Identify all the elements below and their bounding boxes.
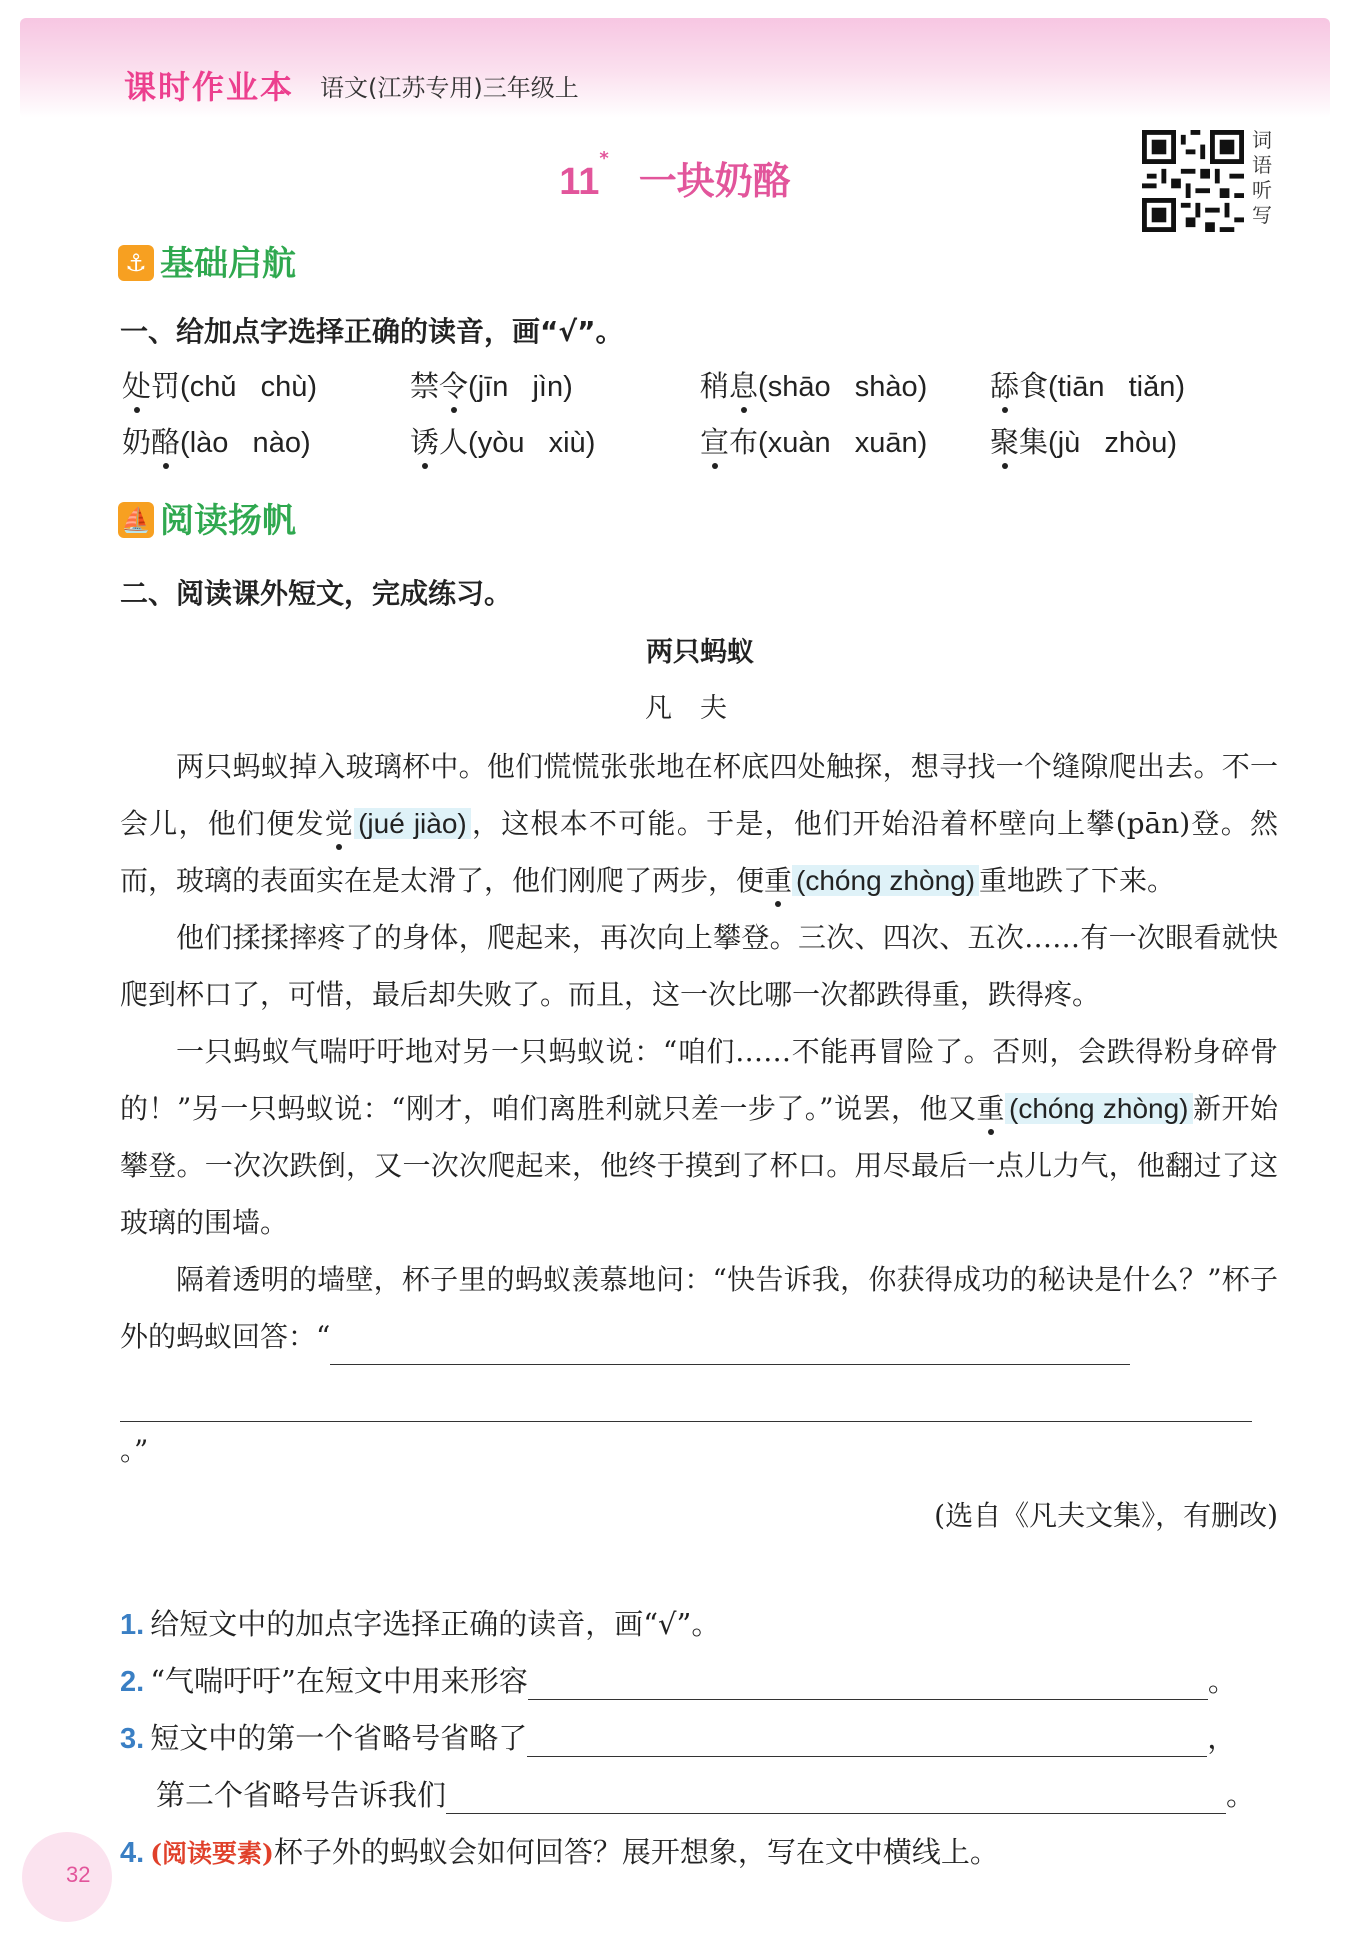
dotted-char: 聚	[990, 425, 1020, 459]
pinyin-options: (yòu xiù)	[468, 427, 596, 459]
passage-title: 两只蚂蚁	[646, 637, 754, 668]
answer-blank[interactable]	[446, 1777, 1226, 1814]
lesson-mark: *	[599, 148, 609, 169]
question-2: 2. “气喘吁吁”在短文中用来形容 。	[120, 1664, 1237, 1698]
dotted-char: 宣	[700, 425, 730, 459]
lesson-name: 一块奶酪	[638, 159, 791, 203]
q1-heading: 一、给加点字选择正确的读音，画“√”。	[120, 315, 624, 348]
answer-blank[interactable]	[527, 1720, 1207, 1757]
pinyin-choice[interactable]: (chóng zhòng)	[792, 865, 979, 896]
pinyin-item[interactable]: 宣布(xuàn xuān)	[700, 425, 928, 459]
subject-label: 语文(江苏专用)三年级上	[320, 74, 579, 102]
answer-blank[interactable]	[120, 1381, 1252, 1422]
pinyin-options: (shāo shào)	[758, 371, 928, 403]
section-basic-title: 基础启航	[160, 244, 296, 284]
qr-code-icon[interactable]	[1142, 130, 1244, 232]
pinyin-options: (chǔ chù)	[180, 371, 318, 403]
question-4: 4. (阅读要素)杯子外的蚂蚁会如何回答？展开想象，写在文中横线上。	[120, 1835, 999, 1869]
paragraph-3: 一只蚂蚁气喘吁吁地对另一只蚂蚁说：“咱们……不能再冒险了。否则，会跌得粉身碎骨的！”另一只蚂蚁说：“刚才，咱们离胜利就只差一步了。”说罢，他又重 (chóng zhòng) 新开始攀登。一次次跌倒，又一次次爬起来，他终于摸到了杯口。用尽最后一点儿力气，他翻过了这玻璃的围墙。	[120, 1035, 1278, 1239]
dotted-char: 处	[122, 369, 152, 403]
brand-title: 课时作业本	[124, 68, 295, 106]
dotted-char: 重	[976, 1092, 1006, 1125]
pinyin-item[interactable]: 舔食(tiān tiǎn)	[990, 369, 1186, 403]
pinyin-options: (tiān tiǎn)	[1048, 371, 1186, 403]
dotted-char: 觉	[324, 807, 355, 840]
section-reading	[118, 493, 296, 542]
section-basic	[118, 236, 296, 285]
answer-blank[interactable]	[330, 1324, 1130, 1365]
pinyin-options: (jù zhòu)	[1048, 427, 1177, 459]
pinyin-item[interactable]: 聚集(jù zhòu)	[990, 425, 1177, 459]
sailboat-icon: ⛵	[118, 502, 154, 538]
pinyin-options: (lào nào)	[180, 427, 311, 459]
qr-label: 词语听写	[1252, 128, 1272, 227]
answer-blank[interactable]	[528, 1663, 1208, 1700]
pinyin-choice[interactable]: (jué jiào)	[354, 808, 471, 839]
pinyin-item[interactable]: 禁令(jīn jìn)	[410, 369, 573, 403]
lesson-number: 11	[559, 161, 600, 203]
dotted-char: 息	[729, 369, 759, 403]
question-3-part-2: 第二个省略号告诉我们 。	[156, 1778, 1256, 1812]
paragraph-1: 两只蚂蚁掉入玻璃杯中。他们慌慌张张地在杯底四处触探，想寻找一个缝隙爬出去。不一会儿，他们便发觉 (jué jiào) ，这根本不可能。于是，他们开始沿着杯壁向上攀(pān)登。然而，玻璃的表面实在是太滑了，他们刚爬了两步，便重 (chóng zhòng) 重地跌了下来。	[120, 750, 1278, 897]
question-3: 3. 短文中的第一个省略号省略了 ，	[120, 1721, 1237, 1755]
pinyin-options: (jīn jìn)	[468, 371, 573, 403]
pinyin-item[interactable]: 奶酪(lào nào)	[122, 425, 311, 459]
pinyin-options: (xuàn xuān)	[758, 427, 928, 459]
passage-source: (选自《凡夫文集》，有删改)	[934, 1499, 1278, 1532]
reading-element-tag: (阅读要素)	[150, 1839, 274, 1868]
page-number: 32	[66, 1862, 91, 1887]
dotted-char: 酪	[151, 425, 181, 459]
q2-heading: 二、阅读课外短文，完成练习。	[120, 577, 513, 610]
pinyin-choice[interactable]: (chóng zhòng)	[1005, 1093, 1193, 1124]
pinyin-item[interactable]: 处罚(chǔ chù)	[122, 369, 318, 403]
paragraph-2: 他们揉揉摔疼了的身体，爬起来，再次向上攀登。三次、四次、五次……有一次眼看就快爬到杯口了，可惜，最后却失败了。而且，这一次比哪一次都跌得重，跌得疼。	[120, 921, 1278, 1011]
pinyin-item[interactable]: 稍息(shāo shào)	[700, 369, 928, 403]
dotted-char: 令	[439, 369, 469, 403]
dotted-char: 舔	[990, 369, 1020, 403]
dotted-char: 诱	[410, 425, 440, 459]
dotted-char: 重	[764, 864, 793, 897]
passage-author: 凡夫	[645, 693, 755, 724]
paragraph-4: 隔着透明的墙壁，杯子里的蚂蚁羡慕地问：“快告诉我，你获得成功的秘诀是什么？”杯子外的蚂蚁回答：“	[120, 1251, 1278, 1365]
question-1: 1. 给短文中的加点字选择正确的读音，画“√”。	[120, 1607, 721, 1641]
section-reading-title: 阅读扬帆	[160, 501, 296, 541]
anchor-icon: ⚓	[118, 245, 154, 281]
pinyin-item[interactable]: 诱人(yòu xiù)	[410, 425, 596, 459]
passage-body: 两只蚂蚁掉入玻璃杯中。他们慌慌张张地在杯底四处触探，想寻找一个缝隙爬出去。不一会儿，他们便发觉 (jué jiào) ，这根本不可能。于是，他们开始沿着杯壁向上攀(pān)登。然而，玻璃的表面实在是太滑了，他们刚爬了两步，便重 (chóng zhòng) 重地跌了下来。 他们揉揉摔疼了的身体，爬起来，再次向上攀登。三次、四次、五次……有一次眼看就快爬到杯口了，可惜，最后却失败了。而且，这一次比哪一次都跌得重，跌得疼。 一只蚂蚁气喘吁吁地对另一只蚂蚁说：“咱们……不能再冒险了。否则，会跌得粉身碎骨的！”另一只蚂蚁说：“刚才，咱们离胜利就只差一步了。”说罢，他又重 (chóng zhòng) 新开始攀登。一次次跌倒，又一次次爬起来，他终于摸到了杯口。用尽最后一点儿力气，他翻过了这玻璃的围墙。 隔着透明的墙壁，杯子里的蚂蚁羡慕地问：“快告诉我，你获得成功的秘诀是什么？”杯子外的蚂蚁回答：“ 。” (选自《凡夫文集》，有删改)	[120, 738, 1278, 1544]
